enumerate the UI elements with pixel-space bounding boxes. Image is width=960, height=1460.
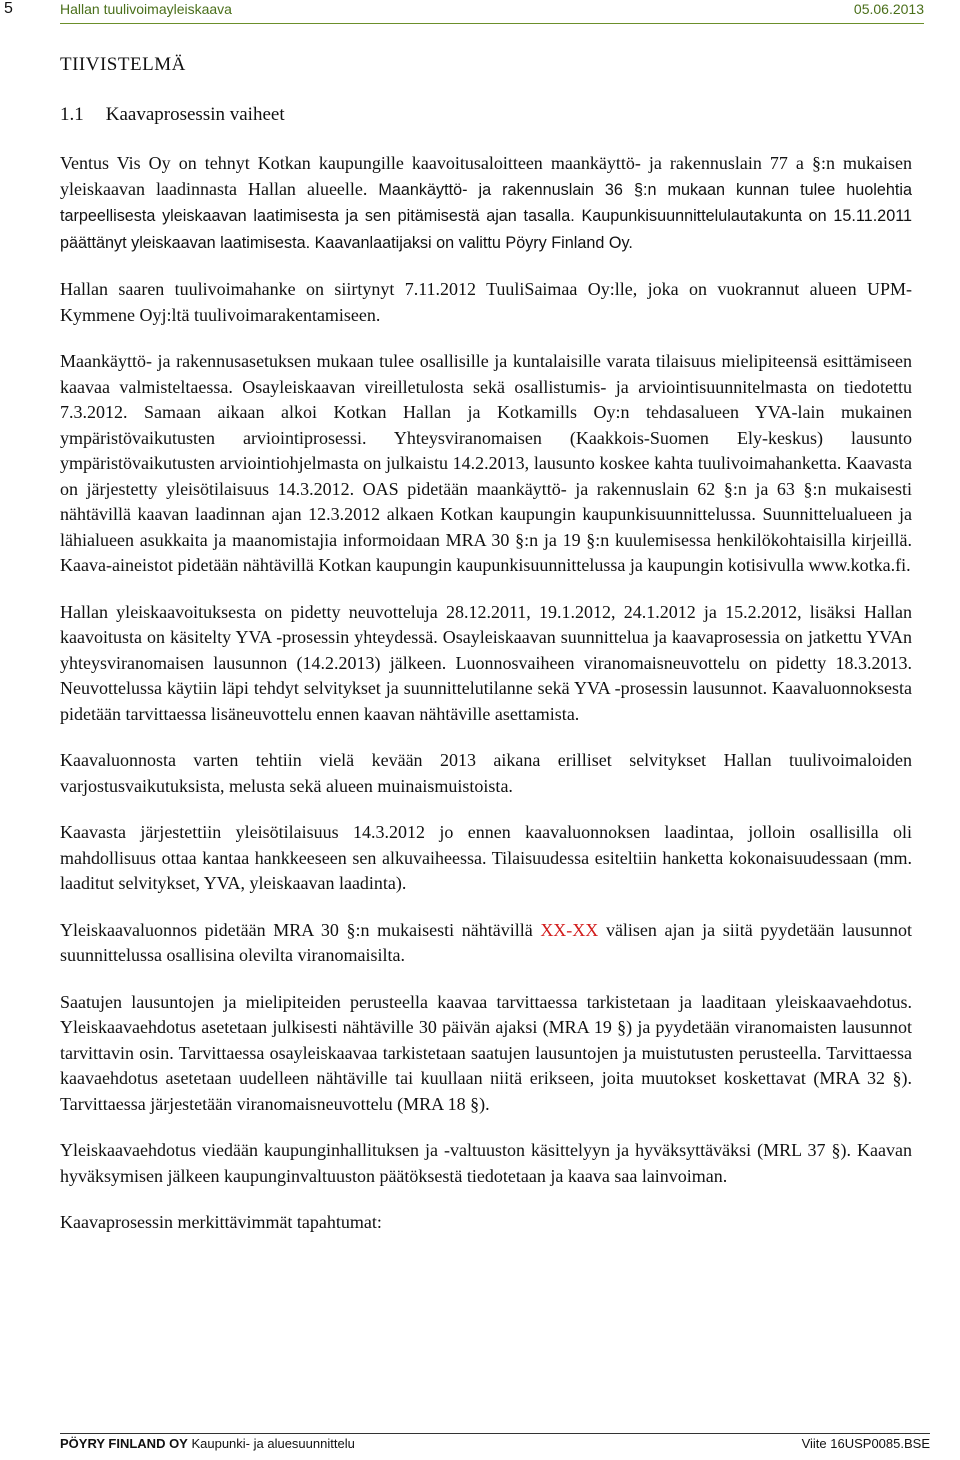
paragraph-1-part-1: Ventus Vis Oy on tehnyt Kotkan kaupungille kaavoitusaloitteen maankäyttö- ja rakennuslain 77 a §:n mukaisen yleiskaavan laadinnasta Hallan alueelle. xyxy=(60,153,912,199)
paragraph-5: Kaavaluonnosta varten tehtiin vielä kevään 2013 aikana erilliset selvitykset Hallan tuulivoimaloiden varjostusvaikutuksista, melusta sekä alueen muinaismuistoista. xyxy=(60,750,912,796)
paragraph-1-part-2: Maankäyttö- ja rakennuslain 36 §:n mukaan kunnan tulee huolehtia tarpeellisesta yleiskaavan laatimisesta ja sen pitämisestä ajan tasalla. Kaupunkisuunnittelulautakunta on 15.11.2011 päättänyt yleiskaavan laatimisesta. Kaavanlaatijaksi on valittu Pöyry Finland Oy. xyxy=(60,180,912,252)
paragraph-9: Yleiskaavaehdotus viedään kaupunginhallituksen ja -valtuuston käsittelyyn ja hyväksyttäväksi (MRL 37 §). Kaavan hyväksymisen jälkeen kaupunginvaltuuston päätöksestä tiedotetaan ja kaava saa lainvoiman. xyxy=(60,1140,912,1186)
paragraph-7-end: välisen ajan ja siitä pyydetään lausunnot suunnittelussa osallisina olevilta viranomaisilta. xyxy=(60,919,912,965)
paragraph-2: Hallan saaren tuulivoimahanke on siirtynyt 7.11.2012 TuuliSaimaa Oy:lle, joka on vuokrannut alueen UPM- Kymmene Oyj:ltä tuulivoimarakentamiseen. xyxy=(60,279,912,325)
summary-heading: TIIVISTELMÄ xyxy=(60,54,186,75)
paragraph-8: Saatujen lausuntojen ja mielipiteiden perusteella kaavaa tarvittaessa tarkistetaan ja laaditaan yleiskaavaehdotus. Yleiskaavaehdotus asetetaan julkisesti nähtäville 30 päivän ajaksi (MRA 19 §) ja pyydetään viranomaisten lausunnot tarvittavin osin. Tarvittaessa osayleiskaavaa tarkistetaan saatujen lausuntojen ja muistutusten perusteella. Tarvittaessa kaavaehdotus asetetaan uudelleen nähtäville tai kuullaan niitä erikseen, joita muutokset koskettavat (MRA 32 §). Tarvittaessa järjestetään viranomaisneuvottelu (MRA 18 §). xyxy=(60,991,912,1114)
company-name: PÖYRY FINLAND OY xyxy=(60,1436,188,1451)
document-title: Hallan tuulivoimayleiskaava xyxy=(60,1,232,17)
section-heading xyxy=(60,102,912,128)
footer-reference: Viite 16USP0085.BSE xyxy=(801,1436,930,1451)
page-number: 5 xyxy=(4,0,13,17)
section-title: Kaavaprosessin vaiheet xyxy=(105,103,285,125)
paragraph-4: Hallan yleiskaavoituksesta on pidetty neuvotteluja 28.12.2011, 19.1.2012, 24.1.2012 ja 15.2.2012, lisäksi Hallan kaavoitusta on käsitelty YVA -prosessin yhteydessä. Osayleiskaavan suunnittelua ja kaavaprosessia on jatkettu YVAn yhteysviranomaisen lausunnon (14.2.2013) jälkeen. Luonnosvaiheen viranomaisneuvottelu on pidetty 18.3.2013. Neuvottelussa käytiin läpi tehdyt selvitykset ja suunnittelutilanne sekä YVA -prosessin lausunnot. Kaavaluonnoksesta pidetään tarvittaessa lisäneuvottelu ennen kaavan nähtäville asettamista. xyxy=(60,601,912,724)
paragraph-7 xyxy=(60,918,912,969)
paragraph-7-start: Yleiskaavaluonnos pidetään MRA 30 §:n mukaisesti nähtävillä xyxy=(60,919,541,940)
document-body xyxy=(60,52,912,1257)
footer-company xyxy=(60,1436,355,1451)
placeholder-dates: XX-XX xyxy=(540,919,599,940)
paragraph-10: Kaavaprosessin merkittävimmät tapahtumat: xyxy=(60,1212,382,1232)
header-divider xyxy=(60,23,924,24)
document-date: 05.06.2013 xyxy=(853,1,924,17)
paragraph-6: Kaavasta järjestettiin yleisötilaisuus 14.3.2012 jo ennen kaavaluonnoksen laadintaa, jolloin osallisilla oli mahdollisuus ottaa kantaa hankkeeseen sen alkuvaiheessa. Tilaisuudessa esiteltiin hanketta kokonaisuudessaan (mm. laaditut selvitykset, YVA, yleiskaavan laadinta). xyxy=(60,822,912,893)
paragraph-3: Maankäyttö- ja rakennusasetuksen mukaan tulee osallisille ja kuntalaisille varata tilaisuus mielipiteensä esittämiseen kaavaa valmisteltaessa. Osayleiskaavan vireilletulosta sekä osallistumis- ja arviointisuunnitelmasta on tiedotettu 7.3.2012. Samaan aikaan alkoi Kotkan Hallan ja Kotkamills Oy:n tehdasalueen YVA-lain mukainen ympäristövaikutusten arviointiprosessi. Yhteysviranomaisen (Kaakkois-Suomen Ely-keskus) lausunto ympäristövaikutusten arviointiohjelmasta on julkaistu 14.2.2013, lausunto koskee kahta tuulivoimahanketta. Kaavasta on järjestetty yleisötilaisuus 14.3.2012. OAS pidetään maankäyttö- ja rakennuslain 62 §:n ja 63 §:n mukaisesti nähtävillä kaavan laadinnan ajan 12.3.2012 alkaen Kotkan kaupungin kaupunkisuunnittelussa. Suunnittelualueen ja lähialueen asukkaita ja maanomistajia informoidaan MRA 30 §:n ja 19 §:n kuulemisessa henkilökohtaisilla kirjeillä. Kaava-aineistot pidetään nähtävillä Kotkan kaupungin kaupunkisuunnittelussa ja kaupungin kotisivulla www.kotka.fi. xyxy=(60,351,912,575)
page-header xyxy=(0,0,960,30)
department-name: Kaupunki- ja aluesuunnittelu xyxy=(187,1436,355,1451)
section-number: 1.1 xyxy=(60,103,84,125)
footer-divider xyxy=(60,1433,930,1434)
paragraph-1 xyxy=(60,151,912,256)
